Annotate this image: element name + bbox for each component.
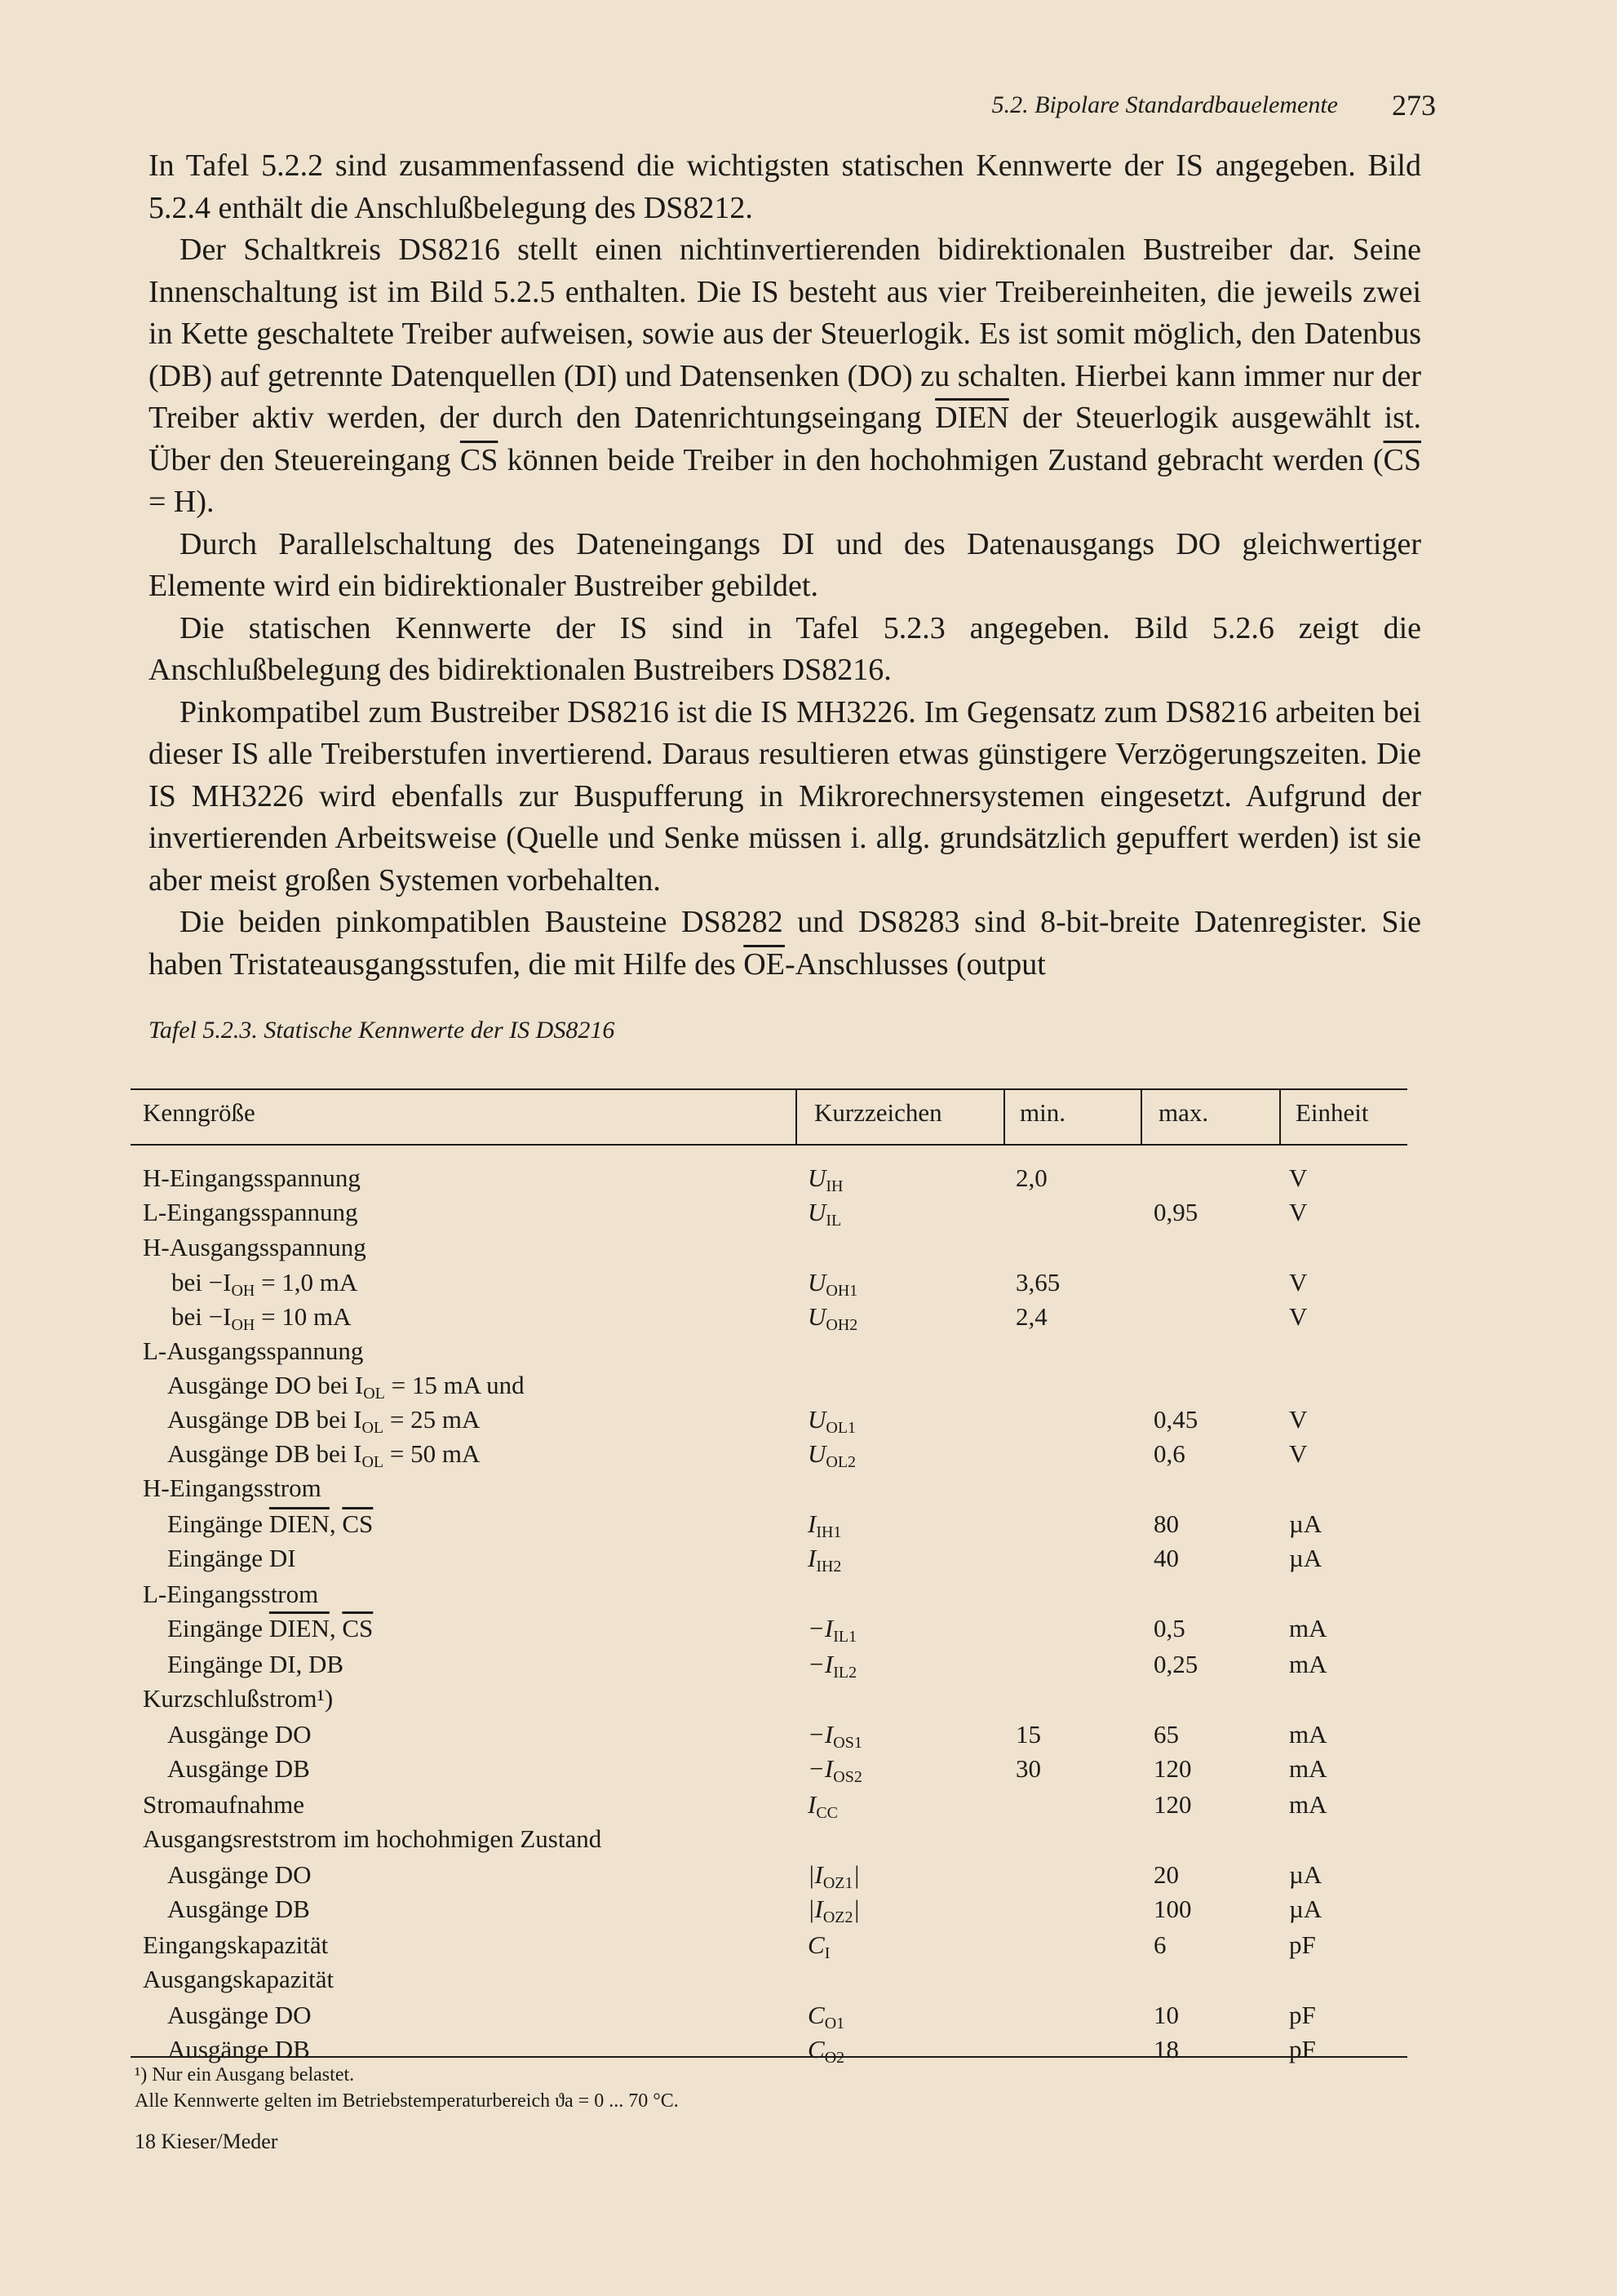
symbol: $I_{CC}$ [808,1790,839,1822]
unit: V [1289,1268,1308,1296]
max-value: 100 [1154,1895,1192,1923]
max-value: 0,45 [1154,1405,1198,1434]
symbol: $U_{OL2}$ [808,1439,857,1471]
symbol: $-I_{IL2}$ [808,1650,857,1682]
header-min: min. [1020,1098,1065,1127]
parameter-name: Ausgänge DO [167,2001,312,2029]
symbol: $C_{O2}$ [808,2035,845,2067]
max-value: 40 [1154,1544,1179,1572]
table-row [0,1860,1617,1893]
parameter-name: H-Eingangsspannung [143,1164,361,1192]
table-row [0,1650,1617,1682]
symbol: $U_{OL1}$ [808,1405,857,1437]
table-row [0,1720,1617,1753]
table-row [0,1439,1617,1472]
unit: V [1289,1439,1308,1468]
footnote: ¹) Nur ein Ausgang belastet. [135,2064,355,2085]
overlined-signal: $\overline{OE}$ [743,946,785,982]
max-value: 0,25 [1154,1650,1198,1678]
header-max: max. [1158,1098,1209,1127]
table-row [0,1509,1617,1542]
table-row [0,1790,1617,1823]
parameter-name: L-Eingangsspannung [143,1198,358,1226]
table-row [0,1336,1617,1369]
overlined-signal: DIEN [268,1614,330,1642]
parameter-name: Eingänge DI, DB [167,1650,344,1678]
table-row [0,2001,1617,2033]
symbol: $|I_{OZ2}|$ [808,1895,861,1926]
parameter-name: Ausgangsreststrom im hochohmigen Zustand [143,1824,602,1853]
min-value: 30 [1016,1754,1041,1783]
parameter-name: Eingangskapazität [143,1930,329,1959]
table-row [0,1268,1617,1301]
unit: V [1289,1405,1308,1434]
min-value: 15 [1016,1720,1041,1749]
parameter-name: Ausgänge DB bei $I_{OL} = 50$ mA [167,1439,481,1471]
overlined-signal: $\overline{CS}$ [459,442,498,477]
max-value: 0,5 [1154,1614,1185,1642]
overlined-signal: $\overline{CS}$ [342,1614,374,1642]
parameter-name: Ausgänge DB [167,1895,310,1923]
table-row [0,1754,1617,1787]
paragraph: Die beiden pinkompatiblen Bausteine DS8282 und DS8283 sind 8-bit-breite Datenregister. Sie haben Tristateausgangsstufen, die mit Hilfe des $\overline{OE}$-Anschlusses (output [148,905,1421,982]
parameter-name: bei $-I_{OH} = 10$ mA [171,1302,352,1334]
unit: mA [1289,1720,1327,1749]
overlined-signal: $\overline{CS}$ [1383,442,1422,477]
column-separator [1141,1088,1142,1144]
max-value: 10 [1154,2001,1179,2029]
column-separator [1279,1088,1281,1144]
table-header-rule [131,1144,1407,1146]
max-value: 0,95 [1154,1198,1198,1226]
parameter-name: Ausgänge DB bei $I_{OL} = 25$ mA [167,1405,481,1437]
max-value: 20 [1154,1860,1179,1889]
max-value: 18 [1154,2035,1179,2063]
unit: µA [1289,1895,1322,1923]
symbol: $-I_{IL1}$ [808,1614,857,1646]
table-row [0,1544,1617,1576]
table-row [0,1824,1617,1857]
symbol: $C_{O1}$ [808,2001,845,2032]
header-einheit: Einheit [1296,1098,1369,1127]
parameter-name: Eingänge DIEN, $\overline{CS}$ [167,1509,374,1538]
table-row [0,1164,1617,1196]
symbol: $U_{OH1}$ [808,1268,858,1300]
max-value: 120 [1154,1790,1192,1819]
header-title: 5.2. Bipolare Standardbauelemente [991,91,1338,118]
unit: V [1289,1302,1308,1331]
parameter-name: H-Ausgangsspannung [143,1233,366,1261]
unit: µA [1289,1509,1322,1538]
table-row [0,1233,1617,1265]
unit: pF [1289,1930,1316,1959]
column-separator [1003,1088,1005,1144]
paragraph: Durch Parallelschaltung des Dateneingangs DI und des Datenausgangs DO gleichwertiger Elemente wird ein bidirektionaler Bustreiber gebildet. [148,526,1421,603]
table-row [0,2035,1617,2068]
unit: mA [1289,1790,1327,1819]
table-row [0,1580,1617,1612]
paragraph: Der Schaltkreis DS8216 stellt einen nichtinvertierenden bidirektionalen Bustreiber dar. Seine Innenschaltung ist im Bild 5.2.5 enthalten. Die IS besteht aus vier Treibereinheiten, die jeweils zwei in Kette geschaltete Treiber aufweisen, sowie aus der Steuerlogik. Es ist somit möglich, den Datenbus (DB) auf getrennte Datenquellen (DI) und Datensenken (DO) zu schalten. Hierbei kann immer nur der Treiber aktiv werden, der durch den Datenrichtungseingang DIEN der Steuerlogik ausgewählt ist. Über den Steuereingang $\overline{CS}$ können beide Treiber in den hochohmigen Zustand gebracht werden $(\overline{CS} = H)$. [148,233,1422,519]
table-caption: Tafel 5.2.3. Statische Kennwerte der IS DS8216 [148,1017,615,1044]
paragraph: In Tafel 5.2.2 sind zusammenfassend die wichtigsten statischen Kennwerte der IS angegeben. Bild 5.2.4 enthält die Anschlußbelegung des DS8212. [148,148,1421,225]
parameter-name: Eingänge DI [167,1544,296,1572]
max-value: 80 [1154,1509,1179,1538]
table-row [0,1474,1617,1506]
parameter-name: Stromaufnahme [143,1790,305,1819]
parameter-name: Ausgänge DO bei $I_{OL} = 15$ mA und [167,1371,525,1403]
max-value: 0,6 [1154,1439,1185,1468]
unit: µA [1289,1544,1322,1572]
parameter-name: Eingänge DIEN, $\overline{CS}$ [167,1614,374,1642]
column-separator [795,1088,797,1144]
header-kenngroesse: Kenngröße [143,1098,255,1127]
page-number: 273 [1392,89,1436,122]
table-row [0,1895,1617,1927]
unit: V [1289,1164,1308,1192]
paragraph: Die statischen Kennwerte der IS sind in Tafel 5.2.3 angegeben. Bild 5.2.6 zeigt die Anschlußbelegung des bidirektionalen Bustreibers DS8216. [148,610,1421,687]
symbol: $U_{OH2}$ [808,1302,858,1334]
symbol: $C_I$ [808,1930,831,1962]
symbol: $U_{IH}$ [808,1164,844,1195]
table-top-rule [131,1088,1407,1090]
overlined-signal: DIEN [935,401,1009,435]
table-row [0,1405,1617,1438]
parameter-name: Ausgänge DB [167,1754,310,1783]
min-value: 2,4 [1016,1302,1048,1331]
parameter-name: Kurzschlußstrom¹) [143,1684,334,1713]
parameter-name: L-Eingangsstrom [143,1580,319,1608]
table-row [0,1965,1617,1997]
paragraph: Pinkompatibel zum Bustreiber DS8216 ist die IS MH3226. Im Gegensatz zum DS8216 arbeiten bei dieser IS alle Treiberstufen invertierend. Daraus resultieren etwas günstigere Verzögerungszeiten. Die IS MH3226 wird ebenfalls zur Buspufferung in Mikrorechnersystemen eingesetzt. Aufgrund der invertierenden Arbeitsweise (Quelle und Senke müssen i. allg. grundsätzlich gepuffert werden) ist sie aber meist großen Systemen vorbehalten. [148,694,1421,898]
max-value: 65 [1154,1720,1179,1749]
footnote: Alle Kennwerte gelten im Betriebstemperaturbereich ϑa = 0 ... 70 °C. [135,2090,679,2112]
unit: V [1289,1198,1308,1226]
symbol: $I_{IH2}$ [808,1544,842,1576]
symbol: $I_{IH1}$ [808,1509,842,1541]
unit: mA [1289,1650,1327,1678]
unit: mA [1289,1754,1327,1783]
unit: mA [1289,1614,1327,1642]
unit: pF [1289,2001,1316,2029]
table-row [0,1930,1617,1963]
unit: µA [1289,1860,1322,1889]
parameter-name: Ausgänge DB [167,2035,310,2063]
symbol: $|I_{OZ1}|$ [808,1860,861,1892]
table-row [0,1614,1617,1647]
table-row [0,1302,1617,1335]
overlined-signal: $\overline{CS}$ [342,1509,374,1538]
parameter-name: L-Ausgangsspannung [143,1336,364,1365]
table-row [0,1198,1617,1230]
table-row [0,1684,1617,1717]
max-value: 120 [1154,1754,1192,1783]
symbol: $-I_{OS1}$ [808,1720,862,1752]
unit: pF [1289,2035,1316,2063]
symbol: $U_{IL}$ [808,1198,842,1230]
header-kurzzeichen: Kurzzeichen [814,1098,942,1127]
max-value: 6 [1154,1930,1167,1959]
running-header [873,88,1436,129]
parameter-name: bei $-I_{OH} = 1,0$ mA [171,1268,358,1300]
parameter-name: Ausgangskapazität [143,1965,334,1993]
table-row [0,1371,1617,1403]
parameter-name: Ausgänge DO [167,1860,312,1889]
symbol: $-I_{OS2}$ [808,1754,862,1786]
parameter-name: H-Eingangsstrom [143,1474,321,1502]
min-value: 2,0 [1016,1164,1048,1192]
parameter-name: Ausgänge DO [167,1720,312,1749]
min-value: 3,65 [1016,1268,1061,1296]
body-text [148,145,1421,986]
overlined-signal: DIEN [268,1509,330,1538]
printer-signature: 18 Kieser/Meder [135,2130,278,2153]
